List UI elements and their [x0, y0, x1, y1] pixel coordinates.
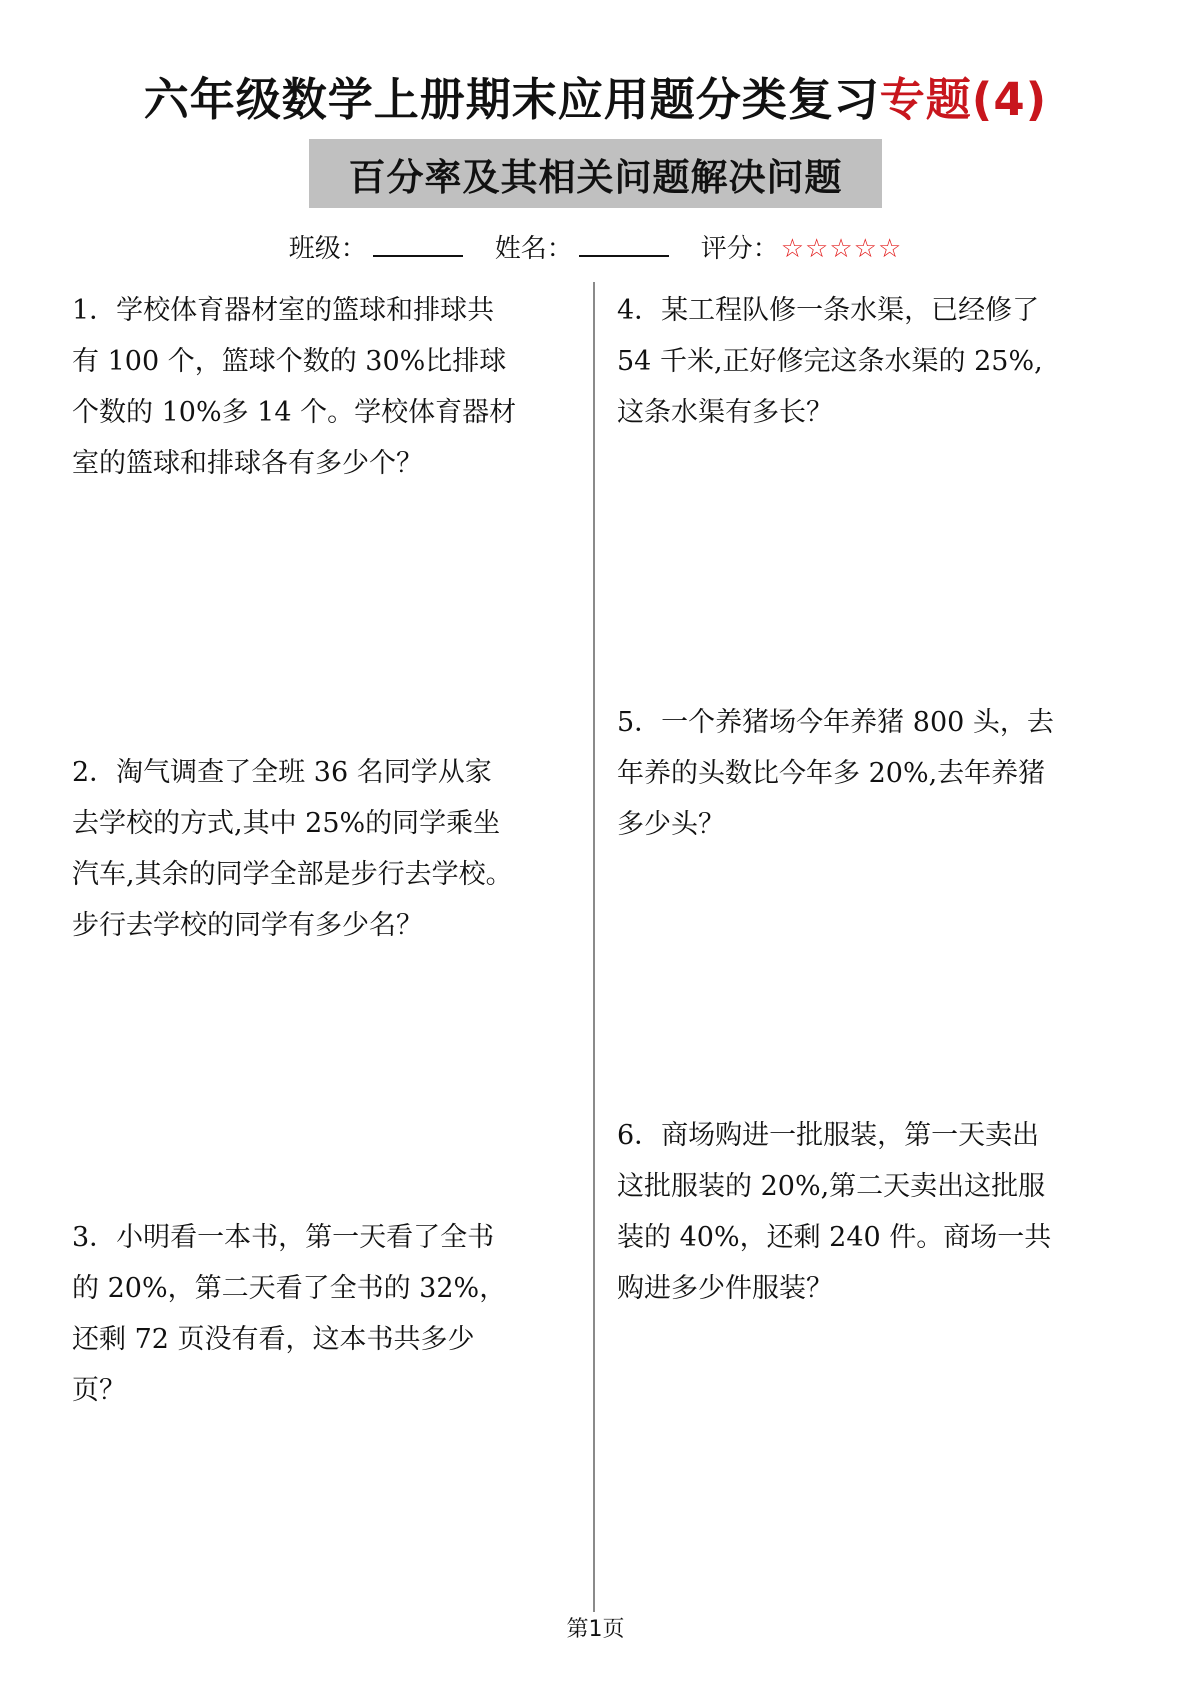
question-line: 室的篮球和排球各有多少个？: [72, 448, 423, 479]
question-line: 购进多少件服装？: [617, 1273, 833, 1304]
question-line: 1．学校体育器材室的篮球和排球共: [72, 295, 495, 326]
question-line: 5．一个养猪场今年养猪 800 头，去: [617, 707, 1054, 738]
subtitle: 百分率及其相关问题解决问题: [348, 155, 843, 199]
question-line: 2．淘气调查了全班 36 名同学从家: [72, 757, 492, 788]
question-1: [72, 285, 516, 489]
star-rating-icon: ☆☆☆☆☆: [780, 234, 903, 264]
student-info-row: [0, 228, 1191, 265]
title-main: 六年级数学上册期末应用题分类复习: [143, 73, 880, 126]
subtitle-banner: [309, 139, 882, 208]
question-line: 还剩 72 页没有看，这本书共多少: [72, 1324, 475, 1355]
class-field: [289, 228, 463, 265]
question-line: 这批服装的 20%,第二天卖出这批服: [617, 1171, 1046, 1202]
title-accent: 专题(4): [879, 73, 1048, 126]
question-line: 装的 40%，还剩 240 件。商场一共: [617, 1222, 1052, 1253]
question-3: [72, 1212, 506, 1416]
question-line: 有 100 个，篮球个数的 30%比排球: [72, 346, 507, 377]
page-number: 第1页: [566, 1617, 625, 1642]
question-line: 去学校的方式,其中 25%的同学乘坐: [72, 808, 501, 839]
question-line: 的 20%，第二天看了全书的 32%，: [72, 1273, 507, 1304]
question-line: 这条水渠有多长？: [617, 397, 833, 428]
question-line: 步行去学校的同学有多少名？: [72, 910, 423, 941]
name-field: [495, 228, 669, 265]
score-field: [701, 228, 903, 265]
question-6: [617, 1110, 1051, 1314]
name-blank[interactable]: [579, 229, 669, 257]
question-line: 多少头？: [617, 809, 725, 840]
question-2: [72, 747, 513, 951]
score-label: 评分：: [700, 234, 779, 264]
question-5: [617, 697, 1054, 850]
question-line: 年养的头数比今年多 20%,去年养猪: [617, 758, 1046, 789]
question-line: 4．某工程队修一条水渠，已经修了: [617, 295, 1040, 326]
page-title: [0, 72, 1191, 128]
class-blank[interactable]: [373, 229, 463, 257]
column-divider: [593, 282, 595, 1612]
question-line: 54 千米,正好修完这条水渠的 25%,: [617, 346, 1043, 377]
question-4: [617, 285, 1043, 438]
question-line: 6．商场购进一批服装，第一天卖出: [617, 1120, 1040, 1151]
question-line: 页？: [72, 1375, 126, 1406]
name-label: 姓名：: [494, 234, 573, 264]
question-line: 3．小明看一本书，第一天看了全书: [72, 1222, 495, 1253]
class-label: 班级：: [288, 234, 367, 264]
question-line: 个数的 10%多 14 个。学校体育器材: [72, 397, 517, 428]
question-line: 汽车,其余的同学全部是步行去学校。: [72, 859, 513, 890]
